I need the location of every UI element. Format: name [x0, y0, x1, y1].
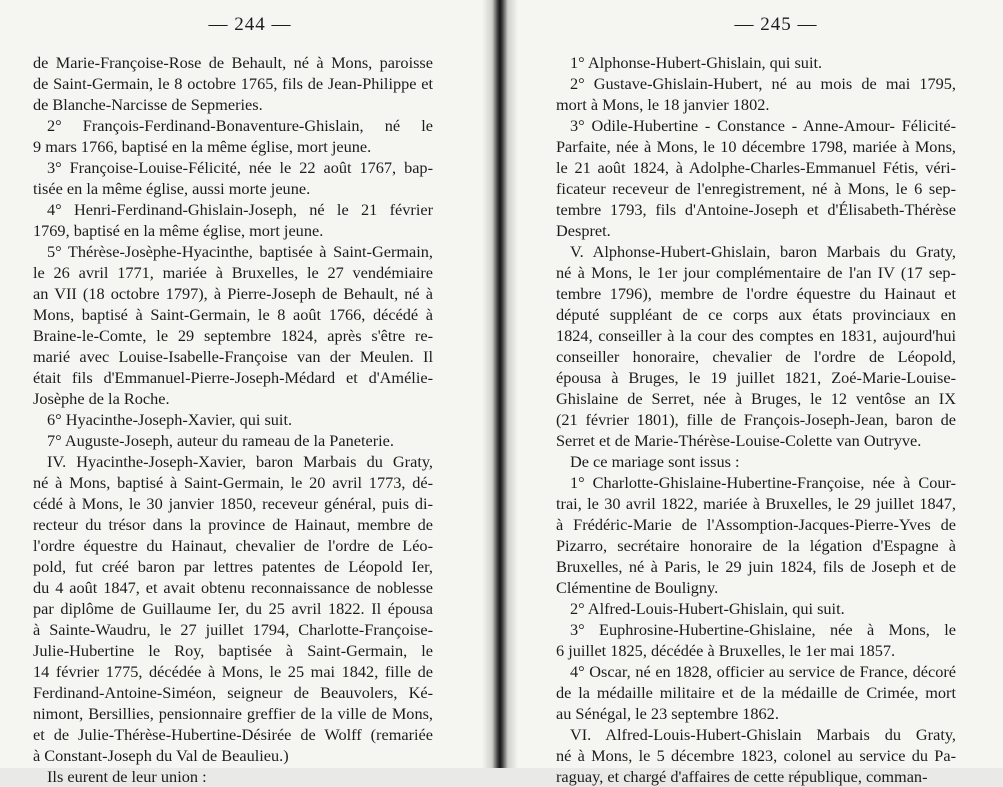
text-line: Braine-le-Comte, le 29 septembre 1824, après s'être re-: [33, 326, 433, 345]
text-line: raguay, et chargé d'affaires de cette république, comman-: [556, 767, 928, 786]
text-line: 1769, baptisé en la même église, mort jeune.: [33, 221, 324, 240]
text-line: était fils d'Emmanuel-Pierre-Joseph-Médard et d'Amélie-: [33, 368, 433, 387]
left-page: [0, 0, 482, 786]
text-line: ficateur receveur de l'enregistrement, né à Mons, le 6 sep-: [556, 179, 956, 198]
text-line: cédé à Mons, le 30 janvier 1850, receveur général, puis di-: [33, 494, 433, 513]
text-line: et de Julie-Thérèse-Hubertine-Désirée de Wolff (remariée: [33, 725, 433, 744]
text-line: 4° Oscar, né en 1828, officier au service de France, décoré: [570, 662, 956, 681]
text-line: 7° Auguste-Joseph, auteur du rameau de la Paneterie.: [47, 431, 394, 450]
left-page-text: [33, 52, 433, 787]
text-line: à Sainte-Waudru, le 27 juillet 1794, Charlotte-Françoise-: [33, 620, 433, 639]
text-line: 1° Alphonse-Hubert-Ghislain, qui suit.: [570, 53, 823, 72]
text-line: né à Mons, le 1er jour complémentaire de l'an IV (17 sep-: [556, 263, 956, 282]
right-page: [518, 0, 1003, 786]
text-line: Pizarro, secrétaire honoraire de la légation d'Espagne à: [556, 536, 956, 555]
text-line: (21 février 1801), fille de François-Joseph-Jean, baron de: [556, 410, 956, 429]
text-line: 4° Henri-Ferdinand-Ghislain-Joseph, né le 21 février: [47, 200, 433, 219]
text-line: né à Mons, le 5 décembre 1823, colonel au service du Pa-: [556, 746, 956, 765]
text-line: à Constant-Joseph du Val de Beaulieu.): [33, 746, 289, 765]
book-gutter: [482, 0, 518, 768]
text-line: Julie-Hubertine le Roy, baptisée à Saint-Germain, le: [33, 641, 433, 660]
text-line: Parfaite, née à Mons, le 10 décembre 1798, mariée à Mons,: [556, 137, 956, 156]
text-line: 1° Charlotte-Ghislaine-Hubertine-Françoise, née à Cour-: [570, 473, 956, 492]
text-line: Mons, baptisé à Saint-Germain, le 8 août 1766, décédé à: [33, 305, 433, 324]
text-line: tembre 1793, fils d'Antoine-Joseph et d'Élisabeth-Thérèse: [556, 200, 956, 219]
right-page-text: [556, 52, 956, 787]
text-line: V. Alphonse-Hubert-Ghislain, baron Marbais du Graty,: [570, 242, 956, 261]
text-line: Ghislaine de Serret, née à Bruges, le 12 ventôse an IX: [556, 389, 956, 408]
page-number-left: — 244 —: [208, 14, 292, 35]
text-line: de Marie-Françoise-Rose de Behault, né à Mons, paroisse: [33, 53, 433, 72]
text-line: par diplôme de Guillaume Ier, du 25 avril 1822. Il épousa: [33, 599, 433, 618]
text-line: tembre 1796), membre de l'ordre équestre du Hainaut et: [556, 284, 956, 303]
text-line: recteur du trésor dans la province de Hainaut, membre de: [33, 515, 433, 534]
text-line: l'ordre équestre du Hainaut, chevalier de l'ordre de Léo-: [33, 536, 433, 555]
text-line: le 21 août 1824, à Adolphe-Charles-Emmanuel Fétis, véri-: [556, 158, 956, 177]
text-line: trai, le 30 avril 1822, mariée à Bruxelles, le 29 juillet 1847,: [556, 494, 956, 513]
text-line: marié avec Louise-Isabelle-Françoise van der Meulen. Il: [33, 347, 433, 366]
text-line: le 26 avril 1771, mariée à Bruxelles, le 27 vendémiaire: [33, 263, 433, 282]
text-line: épousa à Bruges, le 19 juillet 1821, Zoé-Marie-Louise-: [556, 368, 956, 387]
text-line: de la médaille militaire et de la médaille de Crimée, mort: [556, 683, 956, 702]
text-line: Ils eurent de leur union :: [47, 767, 207, 786]
text-line: de Blanche-Narcisse de Sepmeries.: [33, 95, 263, 114]
text-line: Ferdinand-Antoine-Siméon, seigneur de Beauvolers, Ké-: [33, 683, 433, 702]
text-line: à Frédéric-Marie de l'Assomption-Jacques-Pierre-Yves de: [556, 515, 956, 534]
page-number-right: — 245 —: [734, 14, 818, 35]
text-line: au Sénégal, le 23 septembre 1862.: [556, 704, 779, 723]
text-line: 3° Euphrosine-Hubertine-Ghislaine, née à Mons, le: [570, 620, 956, 639]
text-line: Clémentine de Bouligny.: [556, 578, 719, 597]
text-line: député suppléant de ce corps aux états provinciaux en: [556, 305, 956, 324]
text-line: né à Mons, baptisé à Saint-Germain, le 20 avril 1773, dé-: [33, 473, 433, 492]
text-line: Bruxelles, né à Paris, le 29 juin 1824, fils de Joseph et de: [556, 557, 956, 576]
text-line: 3° Françoise-Louise-Félicité, née le 22 août 1767, bap-: [47, 158, 433, 177]
text-line: 6° Hyacinthe-Joseph-Xavier, qui suit.: [47, 410, 293, 429]
text-line: 2° François-Ferdinand-Bonaventure-Ghislain, né le: [47, 116, 433, 135]
text-line: 2° Alfred-Louis-Hubert-Ghislain, qui suit.: [570, 599, 845, 618]
text-line: nimont, Bersillies, pensionnaire greffier de la ville de Mons,: [33, 704, 433, 723]
text-line: 14 février 1775, décédée à Mons, le 25 mai 1842, fille de: [33, 662, 433, 681]
text-line: du 4 août 1847, et avait obtenu reconnaissance de noblesse: [33, 578, 433, 597]
text-line: 3° Odile-Hubertine - Constance - Anne-Amour- Félicité-: [570, 116, 956, 135]
text-line: an VII (18 octobre 1797), à Pierre-Joseph de Behault, né à: [33, 284, 433, 303]
text-line: 6 juillet 1825, décédée à Bruxelles, le 1er mai 1857.: [556, 641, 896, 660]
text-line: 5° Thérèse-Josèphe-Hyacinthe, baptisée à Saint-Germain,: [47, 242, 433, 261]
text-line: 2° Gustave-Ghislain-Hubert, né au mois de mai 1795,: [570, 74, 956, 93]
text-line: Josèphe de la Roche.: [33, 389, 170, 408]
text-line: IV. Hyacinthe-Joseph-Xavier, baron Marbais du Graty,: [47, 452, 433, 471]
text-line: 9 mars 1766, baptisé en la même église, mort jeune.: [33, 137, 372, 156]
text-line: de Saint-Germain, le 8 octobre 1765, fils de Jean-Philippe et: [33, 74, 433, 93]
text-line: mort à Mons, le 18 janvier 1802.: [556, 95, 770, 114]
text-line: Serret et de Marie-Thérèse-Louise-Colette van Outryve.: [556, 431, 922, 450]
text-line: 1824, conseiller à la cour des comptes en 1831, aujourd'hui: [556, 326, 956, 345]
text-line: De ce mariage sont issus :: [570, 452, 740, 471]
text-line: pold, fut créé baron par lettres patentes de Léopold Ier,: [33, 557, 433, 576]
text-line: VI. Alfred-Louis-Hubert-Ghislain Marbais du Graty,: [570, 725, 956, 744]
text-line: Despret.: [556, 221, 611, 240]
text-line: tisée en la même église, aussi morte jeune.: [33, 179, 311, 198]
text-line: conseiller honoraire, chevalier de l'ordre de Léopold,: [556, 347, 956, 366]
